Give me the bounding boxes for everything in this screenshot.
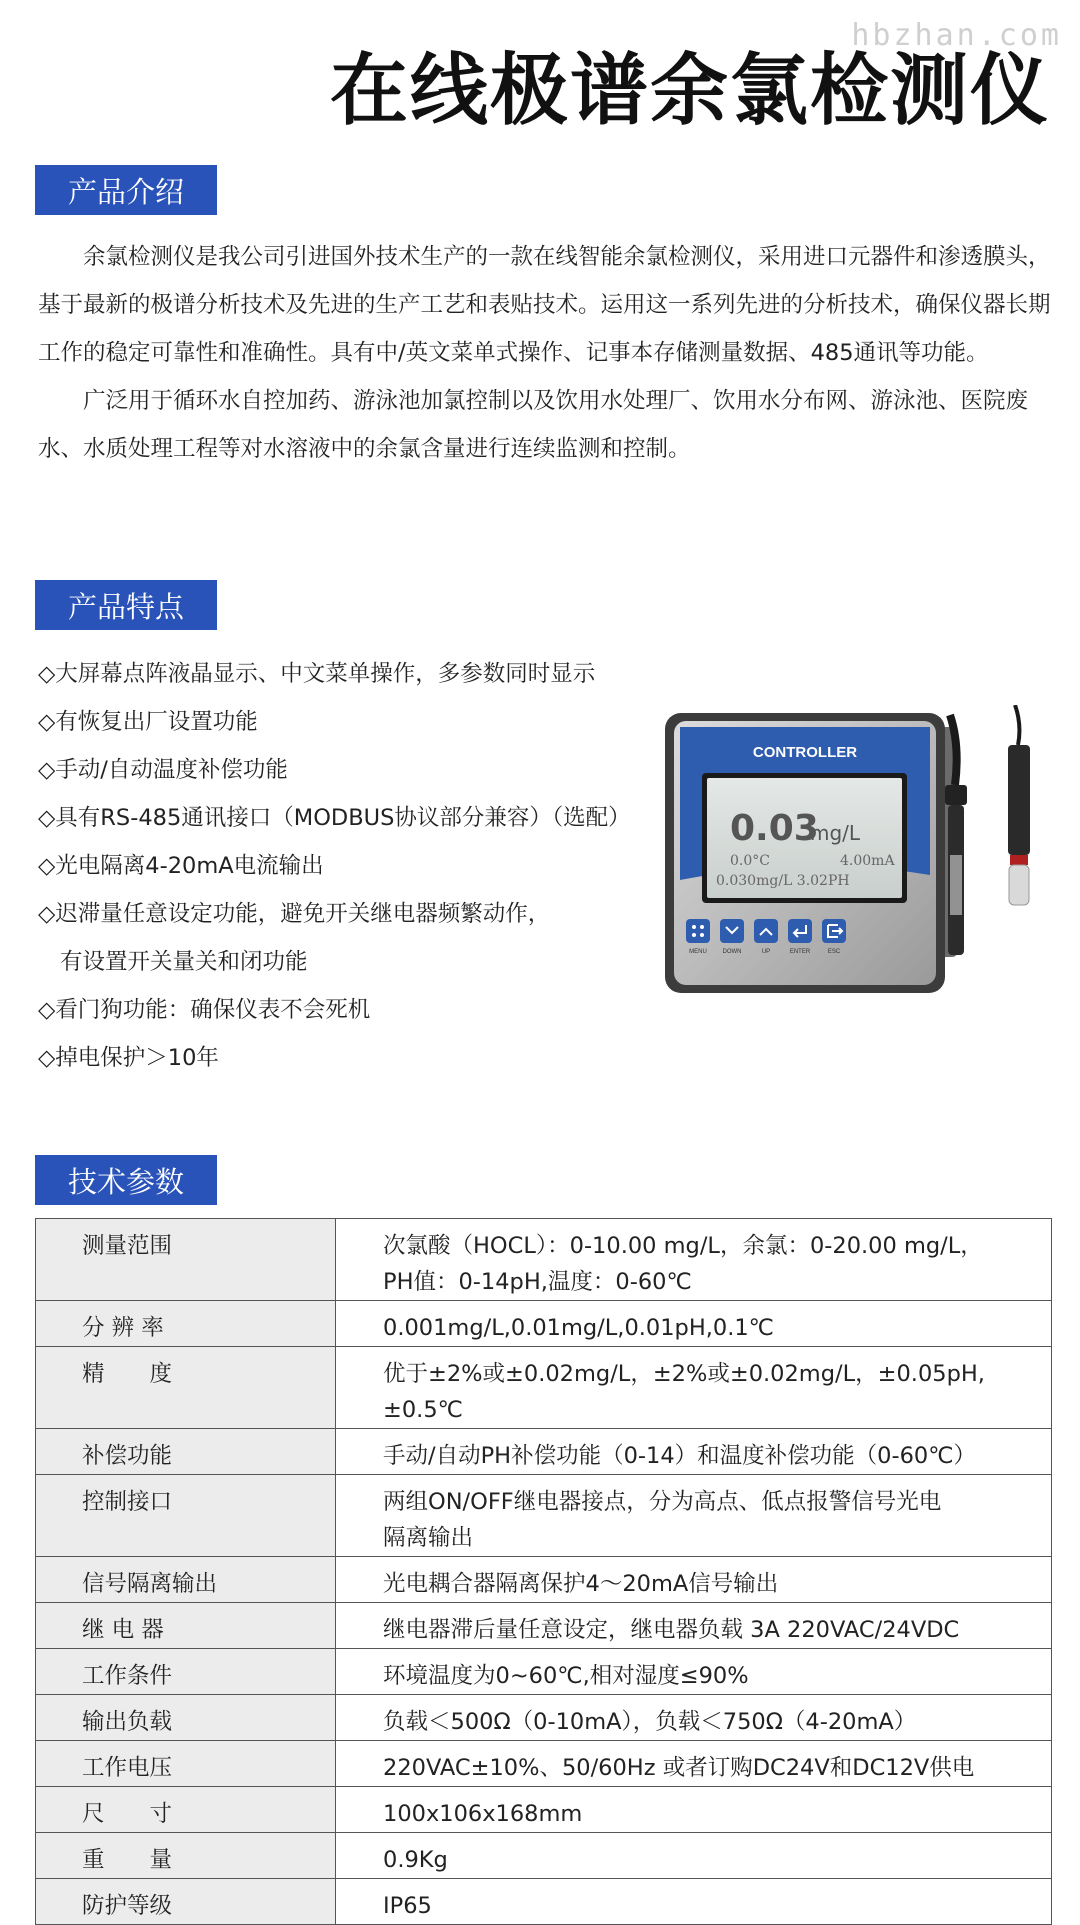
spec-value: 继电器滞后量任意设定，继电器负载 3A 220VAC/24VDC [336, 1603, 1052, 1649]
enter-button [788, 919, 812, 943]
spec-label: 分 辨 率 [82, 1315, 164, 1341]
spec-table [35, 1218, 1052, 1925]
spec-label-cell [36, 1741, 336, 1787]
spec-label: 重 量 [82, 1847, 173, 1873]
down-button-label: DOWN [722, 949, 742, 955]
feature-item: 有设置开关量关和闭功能 [60, 949, 308, 975]
spec-row [36, 1347, 1052, 1429]
spec-label: 信号隔离输出 [82, 1571, 218, 1597]
spec-label: 控制接口 [82, 1489, 173, 1515]
feature-item: ◇有恢复出厂设置功能 [38, 709, 258, 735]
probe-cable [1015, 705, 1019, 745]
feature-item: ◇迟滞量任意设定功能，避免开关继电器频繁动作， [38, 901, 551, 927]
spec-label-cell [36, 1429, 336, 1475]
spec-row [36, 1557, 1052, 1603]
section-header-features: 产品特点 [35, 580, 217, 630]
electrode-tip [950, 855, 962, 915]
probe-cap [1009, 865, 1029, 905]
spec-label-cell [36, 1301, 336, 1347]
intro-paragraph: 余氯检测仪是我公司引进国外技术生产的一款在线智能余氯检测仪，采用进口元器件和渗透膜头，基于最新的极谱分析技术及先进的生产工艺和表贴技术。运用这一系列先进的分析技术，确保仪器长期工作的稳定可靠性和准确性。具有中/英文菜单式操作、记事本存储测量数据、485通讯等功能。 [38, 244, 1051, 366]
feature-item: ◇看门狗功能：确保仪表不会死机 [38, 997, 371, 1023]
spec-row [36, 1787, 1052, 1833]
section-header-intro: 产品介绍 [35, 165, 217, 215]
spec-label-cell [36, 1475, 336, 1557]
spec-label-cell [36, 1219, 336, 1301]
lcd-main-unit: mg/L [810, 821, 861, 845]
spec-label: 继 电 器 [82, 1617, 164, 1643]
feature-item: ◇具有RS-485通讯接口（MODBUS协议部分兼容）（选配） [38, 805, 631, 831]
probe-body [1008, 745, 1030, 855]
spec-label-cell [36, 1603, 336, 1649]
controller-illustration [660, 705, 1060, 1005]
spec-row [36, 1695, 1052, 1741]
feature-item: ◇大屏幕点阵液晶显示、中文菜单操作，多参数同时显示 [38, 661, 596, 687]
probe-band [1010, 855, 1028, 865]
lcd-temp: 0.0°C [730, 853, 770, 869]
feature-list [38, 650, 631, 1082]
spec-label: 工作条件 [82, 1663, 173, 1689]
cable-gland [945, 785, 967, 805]
up-button [754, 919, 778, 943]
spec-value: 光电耦合器隔离保护4～20mA信号输出 [336, 1557, 1052, 1603]
spec-value: 环境温度为0~60℃,相对湿度≤90% [336, 1649, 1052, 1695]
watermark: hbzhan.com [851, 18, 1062, 53]
feature-item: ◇掉电保护＞10年 [38, 1045, 219, 1071]
spec-row [36, 1741, 1052, 1787]
menu-button-label: MENU [689, 949, 707, 955]
brand-label: CONTROLLER [752, 744, 858, 761]
menu-icon [692, 925, 696, 929]
enter-button-label: ENTER [789, 949, 811, 955]
spec-value: 100x106x168mm [336, 1787, 1052, 1833]
spec-row [36, 1603, 1052, 1649]
spec-row [36, 1429, 1052, 1475]
spec-label: 工作电压 [82, 1755, 173, 1781]
section-header-specs: 技术参数 [35, 1155, 217, 1205]
intro-paragraph: 广泛用于循环水自控加药、游泳池加氯控制以及饮用水处理厂、饮用水分布网、游泳池、医院废水、水质处理工程等对水溶液中的余氯含量进行连续监测和控制。 [38, 388, 1029, 462]
spec-label: 尺 寸 [82, 1801, 173, 1827]
page-title: 在线极谱余氯检测仪 [329, 46, 1050, 136]
spec-value: 手动/自动PH补偿功能（0-14）和温度补偿功能（0-60℃） [336, 1429, 1052, 1475]
spec-value: 次氯酸（HOCL）：0-10.00 mg/L，余氯：0-20.00 mg/L， PH值：0-14pH,温度：0-60℃ [336, 1219, 1052, 1301]
feature-item: ◇手动/自动温度补偿功能 [38, 757, 288, 783]
spec-label-cell [36, 1557, 336, 1603]
spec-value: 优于±2%或±0.02mg/L，±2%或±0.02mg/L，±0.05pH, ±0.5℃ [336, 1347, 1052, 1429]
spec-label: 精 度 [82, 1361, 173, 1387]
spec-row [36, 1879, 1052, 1925]
spec-label-cell [36, 1787, 336, 1833]
spec-row [36, 1301, 1052, 1347]
spec-row [36, 1219, 1052, 1301]
spec-value: 220VAC±10%、50/60Hz 或者订购DC24V和DC12V供电 [336, 1741, 1052, 1787]
spec-label: 补偿功能 [82, 1443, 173, 1469]
product-image [660, 705, 1060, 1005]
feature-item: ◇光电隔离4-20mA电流输出 [38, 853, 324, 879]
esc-button-label: ESC [827, 949, 841, 955]
spec-label: 防护等级 [82, 1893, 173, 1919]
up-button-label: UP [761, 949, 771, 955]
spec-value: 0.001mg/L,0.01mg/L,0.01pH,0.1℃ [336, 1301, 1052, 1347]
spec-value: 两组ON/OFF继电器接点，分为高点、低点报警信号光电 隔离输出 [336, 1475, 1052, 1557]
spec-label-cell [36, 1649, 336, 1695]
spec-row [36, 1475, 1052, 1557]
intro-text [38, 233, 1058, 473]
spec-label-cell [36, 1833, 336, 1879]
spec-row [36, 1833, 1052, 1879]
lcd-main-value: 0.03 [730, 808, 819, 849]
spec-label-cell [36, 1695, 336, 1741]
spec-value: IP65 [336, 1879, 1052, 1925]
lcd-line2: 0.030mg/L 3.02PH [716, 873, 850, 889]
down-button [720, 919, 744, 943]
spec-label-cell [36, 1347, 336, 1429]
spec-label: 输出负载 [82, 1709, 173, 1735]
spec-value: 0.9Kg [336, 1833, 1052, 1879]
spec-row [36, 1649, 1052, 1695]
spec-label-cell [36, 1879, 336, 1925]
menu-button [686, 919, 710, 943]
lcd-current: 4.00mA [840, 853, 895, 869]
spec-value: 负载＜500Ω（0-10mA），负载＜750Ω（4-20mA） [336, 1695, 1052, 1741]
spec-label: 测量范围 [82, 1233, 173, 1259]
